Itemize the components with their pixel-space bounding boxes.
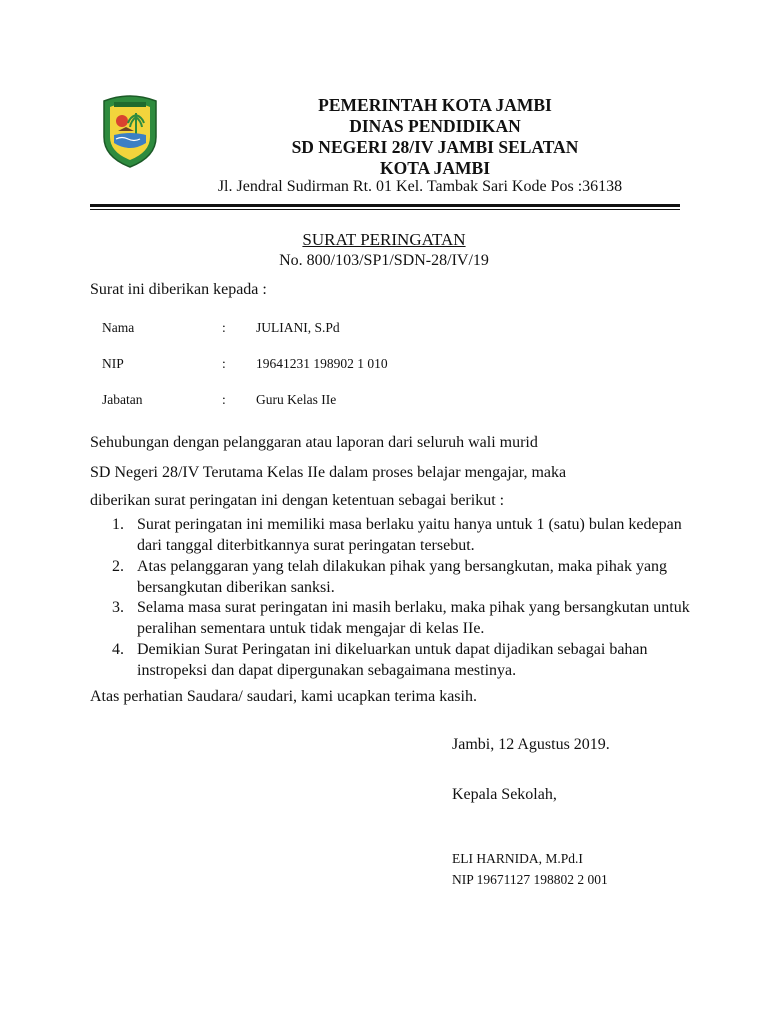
recipient-name-value: JULIANI, S.Pd: [256, 320, 340, 335]
signature-place-date: Jambi, 12 Agustus 2019.: [452, 736, 610, 753]
recipient-nip-value: 19641231 198902 1 010: [256, 356, 388, 371]
header-government: PEMERINTAH KOTA JAMBI: [318, 95, 552, 115]
recipient-position-label: Jabatan: [102, 392, 143, 407]
header-school: SD NEGERI 28/IV JAMBI SELATAN: [291, 137, 579, 157]
recipient-position-separator: :: [222, 392, 226, 407]
recipient-nip-label: NIP: [102, 356, 124, 371]
body-paragraph-line: diberikan surat peringatan ini dengan ketentuan sebagai berikut :: [90, 492, 505, 509]
closing-remark: Atas perhatian Saudara/ saudari, kami ucapkan terima kasih.: [90, 688, 477, 705]
recipient-name-separator: :: [222, 320, 226, 335]
term-number: 1.: [112, 516, 124, 533]
term-text: Demikian Surat Peringatan ini dikeluarkan untuk dapat dijadikan sebagai bahan instropeksi dan dapat dipergunakan sebagaimana mestinya.: [137, 641, 648, 679]
signature-role: Kepala Sekolah,: [452, 786, 557, 803]
header-address: Jl. Jendral Sudirman Rt. 01 Kel. Tambak Sari Kode Pos :36138: [217, 178, 623, 195]
header-divider-thin: [90, 209, 680, 210]
header-divider-thick: [90, 204, 680, 207]
recipient-position-value: Guru Kelas IIe: [256, 392, 337, 407]
body-paragraph-line: SD Negeri 28/IV Terutama Kelas IIe dalam proses belajar mengajar, maka: [90, 464, 567, 481]
term-text: Atas pelanggaran yang telah dilakukan pihak yang bersangkutan, maka pihak yang bersangkutan diberikan sanksi.: [137, 558, 668, 596]
recipient-name-label: Nama: [102, 320, 135, 335]
term-text: Surat peringatan ini memiliki masa berlaku yaitu hanya untuk 1 (satu) bulan kedepan dari tanggal diterbitkannya surat peringatan tersebut.: [137, 516, 682, 554]
body-paragraph-line: Sehubungan dengan pelanggaran atau laporan dari seluruh wali murid: [90, 434, 538, 451]
letter-title: SURAT PERINGATAN: [302, 230, 466, 249]
term-number: 4.: [112, 641, 124, 658]
term-number: 3.: [112, 599, 124, 616]
header-city: KOTA JAMBI: [379, 158, 491, 178]
term-text: Selama masa surat peringatan ini masih berlaku, maka pihak yang bersangkutan untuk peralihan sementara untuk tidak mengajar di kelas IIe.: [137, 599, 690, 637]
header-department: DINAS PENDIDIKAN: [349, 116, 521, 136]
signatory-name: ELI HARNIDA, M.Pd.I: [452, 851, 583, 866]
letter-intro: Surat ini diberikan kepada :: [90, 281, 267, 298]
term-number: 2.: [112, 558, 124, 575]
letter-number: No. 800/103/SP1/SDN-28/IV/19: [279, 252, 489, 269]
recipient-nip-separator: :: [222, 356, 226, 371]
signatory-nip: NIP 19671127 198802 2 001: [452, 872, 608, 887]
